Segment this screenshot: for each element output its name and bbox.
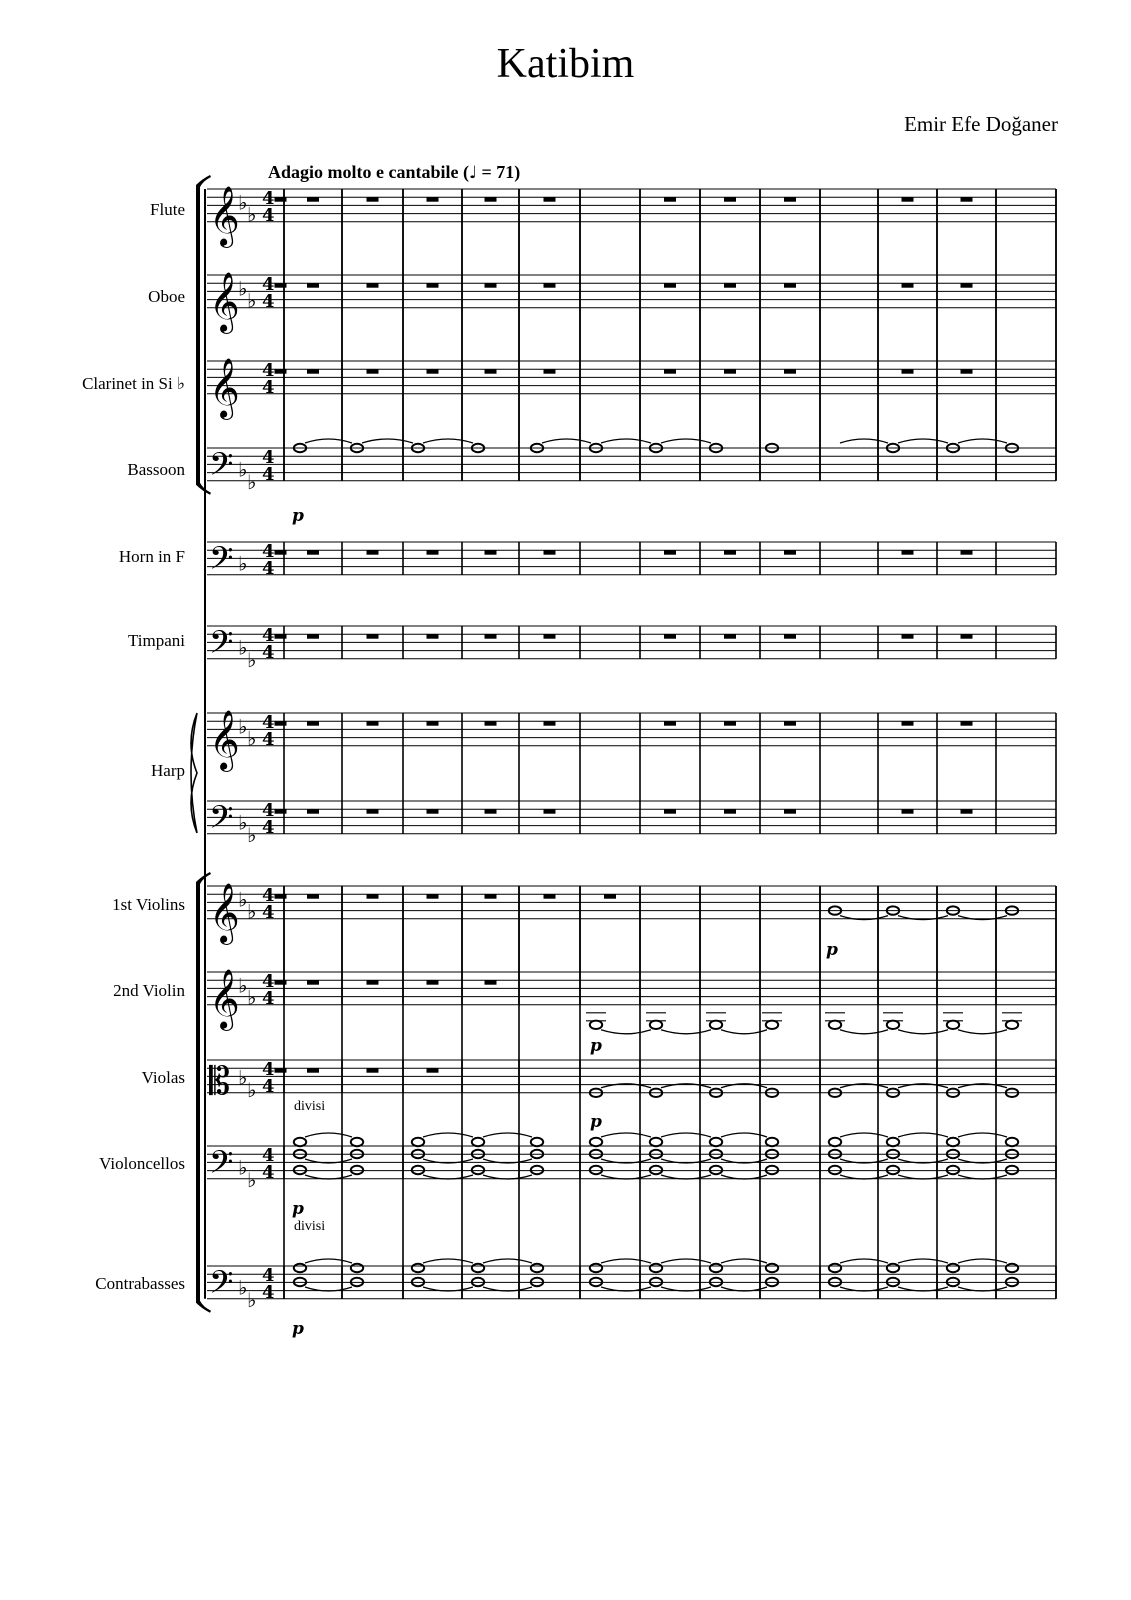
chord-note bbox=[472, 1264, 484, 1272]
whole-note bbox=[829, 1021, 841, 1029]
whole-rest bbox=[367, 809, 379, 814]
time-signature-numerator: 4 bbox=[262, 625, 275, 646]
chord-note bbox=[710, 1264, 722, 1272]
instrument-label-flute: Flute bbox=[150, 200, 185, 219]
whole-rest bbox=[275, 894, 287, 899]
tie bbox=[840, 439, 888, 443]
treble-clef-icon: 𝄞 bbox=[209, 186, 240, 246]
dynamic-bassoon: p bbox=[292, 506, 304, 526]
bass-clef-icon: 𝄢 bbox=[209, 446, 234, 490]
flat-icon: ♭ bbox=[238, 1275, 248, 1300]
dynamic-violins2: p bbox=[590, 1036, 602, 1056]
chord-note bbox=[294, 1138, 306, 1146]
flat-icon: ♭ bbox=[247, 288, 257, 313]
whole-rest bbox=[485, 809, 497, 814]
tie bbox=[958, 1030, 1007, 1034]
time-signature-numerator: 4 bbox=[262, 885, 275, 906]
whole-rest bbox=[367, 1068, 379, 1073]
whole-rest bbox=[544, 369, 556, 374]
time-signature-denominator: 4 bbox=[262, 902, 275, 923]
whole-rest bbox=[427, 1068, 439, 1073]
flat-icon: ♭ bbox=[247, 1287, 257, 1312]
whole-rest bbox=[367, 634, 379, 639]
dynamic-violins1: p bbox=[826, 940, 838, 960]
whole-rest bbox=[664, 721, 676, 726]
chord-note bbox=[351, 1264, 363, 1272]
bracket-strings bbox=[196, 882, 200, 1303]
whole-rest bbox=[427, 283, 439, 288]
flat-icon: ♭ bbox=[238, 1065, 248, 1090]
chord-note bbox=[1006, 1166, 1018, 1174]
whole-rest bbox=[367, 369, 379, 374]
flat-icon: ♭ bbox=[238, 276, 248, 301]
tie bbox=[958, 1133, 1007, 1137]
whole-rest bbox=[961, 369, 973, 374]
whole-rest bbox=[784, 721, 796, 726]
treble-clef-icon: 𝄞 bbox=[209, 883, 240, 943]
flat-icon: ♭ bbox=[247, 985, 257, 1010]
chord-note bbox=[294, 1264, 306, 1272]
whole-rest bbox=[724, 550, 736, 555]
chord-note bbox=[947, 1138, 959, 1146]
whole-rest bbox=[664, 809, 676, 814]
whole-note bbox=[887, 1021, 899, 1029]
flat-icon: ♭ bbox=[238, 457, 248, 482]
whole-rest bbox=[427, 894, 439, 899]
chord-note bbox=[766, 1166, 778, 1174]
whole-rest bbox=[275, 809, 287, 814]
chord-note bbox=[829, 1138, 841, 1146]
chord-note bbox=[650, 1138, 662, 1146]
instrument-label-cellos: Violoncellos bbox=[99, 1154, 185, 1173]
chord-note bbox=[1006, 1264, 1018, 1272]
whole-rest bbox=[784, 283, 796, 288]
composer-name: Emir Efe Doğaner bbox=[904, 112, 1058, 136]
whole-rest bbox=[427, 721, 439, 726]
whole-rest bbox=[902, 550, 914, 555]
bass-clef-icon: 𝄢 bbox=[209, 799, 234, 843]
chord-note bbox=[829, 1264, 841, 1272]
chord-note bbox=[887, 1264, 899, 1272]
instrument-label-violins2: 2nd Violin bbox=[113, 981, 185, 1000]
whole-rest bbox=[961, 809, 973, 814]
whole-rest bbox=[367, 283, 379, 288]
dynamic-basses: p bbox=[292, 1319, 304, 1339]
chord-note bbox=[947, 1264, 959, 1272]
tie bbox=[423, 1133, 473, 1137]
time-signature-numerator: 4 bbox=[262, 800, 275, 821]
chord-note bbox=[590, 1166, 602, 1174]
whole-rest bbox=[544, 283, 556, 288]
whole-rest bbox=[485, 283, 497, 288]
chord-note bbox=[351, 1138, 363, 1146]
whole-rest bbox=[784, 369, 796, 374]
chord-note bbox=[947, 1166, 959, 1174]
whole-note bbox=[590, 1021, 602, 1029]
time-signature-denominator: 4 bbox=[262, 464, 275, 485]
whole-rest bbox=[307, 809, 319, 814]
whole-rest bbox=[961, 197, 973, 202]
whole-rest bbox=[307, 634, 319, 639]
time-signature-numerator: 4 bbox=[262, 712, 275, 733]
tie bbox=[305, 1133, 352, 1137]
whole-rest bbox=[902, 634, 914, 639]
whole-rest bbox=[724, 721, 736, 726]
chord-note bbox=[531, 1264, 543, 1272]
whole-rest bbox=[427, 634, 439, 639]
bass-clef-icon: 𝄢 bbox=[209, 1264, 234, 1308]
whole-rest bbox=[275, 634, 287, 639]
whole-rest bbox=[275, 721, 287, 726]
whole-rest bbox=[784, 197, 796, 202]
time-signature-numerator: 4 bbox=[262, 188, 275, 209]
tie bbox=[898, 1259, 948, 1263]
whole-rest bbox=[784, 809, 796, 814]
chord-note bbox=[590, 1264, 602, 1272]
tie bbox=[661, 1259, 711, 1263]
tie bbox=[840, 1133, 888, 1137]
chord-note bbox=[1006, 1138, 1018, 1146]
flat-icon: ♭ bbox=[238, 190, 248, 215]
time-signature-denominator: 4 bbox=[262, 817, 275, 838]
time-signature-denominator: 4 bbox=[262, 1282, 275, 1303]
whole-note bbox=[710, 1021, 722, 1029]
whole-rest bbox=[961, 283, 973, 288]
instrument-label-horn: Horn in F bbox=[118, 547, 185, 566]
whole-rest bbox=[664, 634, 676, 639]
chord-note bbox=[412, 1138, 424, 1146]
whole-rest bbox=[724, 809, 736, 814]
whole-rest bbox=[485, 894, 497, 899]
whole-rest bbox=[664, 369, 676, 374]
page-title: Katibim bbox=[496, 41, 635, 87]
chord-note bbox=[590, 1138, 602, 1146]
time-signature-denominator: 4 bbox=[262, 291, 275, 312]
whole-rest bbox=[485, 369, 497, 374]
treble-clef-icon: 𝄞 bbox=[209, 358, 240, 418]
chord-note bbox=[710, 1138, 722, 1146]
chord-note bbox=[294, 1166, 306, 1174]
whole-rest bbox=[485, 980, 497, 985]
tie bbox=[423, 439, 473, 443]
whole-rest bbox=[664, 197, 676, 202]
dynamic-violas: p bbox=[590, 1112, 602, 1132]
tie bbox=[958, 1259, 1007, 1263]
tempo-text: Adagio molto e cantabile ( bbox=[268, 162, 469, 182]
whole-rest bbox=[427, 550, 439, 555]
instrument-label-violas: Violas bbox=[141, 1068, 185, 1087]
whole-rest bbox=[427, 809, 439, 814]
tie bbox=[661, 1133, 711, 1137]
tie bbox=[898, 439, 948, 443]
time-signature-denominator: 4 bbox=[262, 558, 275, 579]
whole-rest bbox=[367, 721, 379, 726]
time-signature-numerator: 4 bbox=[262, 447, 275, 468]
tie bbox=[601, 439, 651, 443]
flat-icon: ♭ bbox=[238, 810, 248, 835]
whole-rest bbox=[485, 197, 497, 202]
whole-rest bbox=[724, 634, 736, 639]
instrument-label-bassoon: Bassoon bbox=[127, 460, 185, 479]
flat-icon: ♭ bbox=[238, 973, 248, 998]
chord-note bbox=[650, 1264, 662, 1272]
divisi-basses: divisi bbox=[294, 1219, 326, 1234]
time-signature-denominator: 4 bbox=[262, 729, 275, 750]
flat-icon: ♭ bbox=[247, 647, 257, 672]
whole-rest bbox=[307, 283, 319, 288]
whole-rest bbox=[724, 283, 736, 288]
whole-rest bbox=[961, 550, 973, 555]
brace-harp bbox=[191, 713, 197, 833]
whole-rest bbox=[724, 197, 736, 202]
time-signature-numerator: 4 bbox=[262, 1059, 275, 1080]
whole-rest bbox=[784, 634, 796, 639]
bass-clef-icon: 𝄢 bbox=[209, 540, 234, 584]
whole-rest bbox=[902, 809, 914, 814]
whole-rest bbox=[367, 197, 379, 202]
whole-rest bbox=[902, 197, 914, 202]
whole-note bbox=[766, 1021, 778, 1029]
chord-note bbox=[766, 1138, 778, 1146]
divisi-cellos: divisi bbox=[294, 1099, 326, 1114]
chord-note bbox=[766, 1264, 778, 1272]
dynamic-cellos: p bbox=[292, 1199, 304, 1219]
whole-rest bbox=[544, 809, 556, 814]
instrument-label-oboe: Oboe bbox=[148, 287, 185, 306]
time-signature-numerator: 4 bbox=[262, 274, 275, 295]
tie bbox=[840, 1259, 888, 1263]
whole-rest bbox=[902, 369, 914, 374]
time-signature-numerator: 4 bbox=[262, 971, 275, 992]
whole-rest bbox=[367, 894, 379, 899]
whole-rest bbox=[485, 721, 497, 726]
chord-note bbox=[472, 1166, 484, 1174]
whole-rest bbox=[367, 980, 379, 985]
chord-note bbox=[412, 1166, 424, 1174]
chord-note bbox=[351, 1166, 363, 1174]
chord-note bbox=[710, 1166, 722, 1174]
tie bbox=[305, 439, 352, 443]
instrument-label-timpani: Timpani bbox=[127, 631, 185, 650]
tempo-value: = 71) bbox=[477, 162, 521, 182]
whole-rest bbox=[902, 721, 914, 726]
time-signature-denominator: 4 bbox=[262, 1076, 275, 1097]
whole-rest bbox=[485, 634, 497, 639]
whole-rest bbox=[275, 369, 287, 374]
time-signature-denominator: 4 bbox=[262, 377, 275, 398]
whole-rest bbox=[544, 721, 556, 726]
time-signature-numerator: 4 bbox=[262, 541, 275, 562]
whole-rest bbox=[307, 1068, 319, 1073]
flat-icon: ♭ bbox=[238, 551, 248, 576]
whole-rest bbox=[961, 721, 973, 726]
tie bbox=[362, 439, 413, 443]
whole-rest bbox=[275, 197, 287, 202]
bracket-woodwinds bbox=[196, 185, 200, 485]
tie bbox=[898, 1133, 948, 1137]
whole-rest bbox=[664, 550, 676, 555]
tie bbox=[483, 1133, 532, 1137]
whole-rest bbox=[784, 550, 796, 555]
tie bbox=[601, 1133, 651, 1137]
whole-rest bbox=[604, 894, 616, 899]
whole-rest bbox=[902, 283, 914, 288]
flat-icon: ♭ bbox=[247, 899, 257, 924]
time-signature-denominator: 4 bbox=[262, 1162, 275, 1183]
tie bbox=[601, 1030, 651, 1034]
tie bbox=[483, 1259, 532, 1263]
chord-note bbox=[829, 1166, 841, 1174]
flat-icon: ♭ bbox=[247, 822, 257, 847]
bass-clef-icon: 𝄢 bbox=[209, 624, 234, 668]
whole-rest bbox=[275, 550, 287, 555]
tie bbox=[661, 439, 711, 443]
flat-icon: ♭ bbox=[238, 635, 248, 660]
flat-icon: ♭ bbox=[238, 714, 248, 739]
whole-rest bbox=[961, 634, 973, 639]
instrument-label-clarinet: Clarinet in Si ♭ bbox=[82, 374, 185, 393]
treble-clef-icon: 𝄞 bbox=[209, 969, 240, 1029]
whole-rest bbox=[664, 283, 676, 288]
whole-rest bbox=[427, 197, 439, 202]
chord-note bbox=[887, 1138, 899, 1146]
whole-rest bbox=[307, 550, 319, 555]
chord-note bbox=[650, 1166, 662, 1174]
chord-note bbox=[887, 1166, 899, 1174]
alto-clef-icon: 𝄡 bbox=[209, 1059, 231, 1103]
instrument-label-basses: Contrabasses bbox=[95, 1274, 185, 1293]
time-signature-numerator: 4 bbox=[262, 1145, 275, 1166]
whole-rest bbox=[427, 369, 439, 374]
whole-rest bbox=[427, 980, 439, 985]
whole-rest bbox=[724, 369, 736, 374]
whole-rest bbox=[544, 634, 556, 639]
whole-note bbox=[947, 1021, 959, 1029]
chord-note bbox=[531, 1138, 543, 1146]
tie bbox=[601, 1259, 651, 1263]
tie bbox=[305, 1259, 352, 1263]
flat-icon: ♭ bbox=[247, 1167, 257, 1192]
treble-clef-icon: 𝄞 bbox=[209, 710, 240, 770]
whole-rest bbox=[275, 283, 287, 288]
flat-icon: ♭ bbox=[247, 1077, 257, 1102]
whole-rest bbox=[307, 197, 319, 202]
tie bbox=[423, 1259, 473, 1263]
chord-note bbox=[472, 1138, 484, 1146]
tie bbox=[661, 1030, 711, 1034]
treble-clef-icon: 𝄞 bbox=[209, 272, 240, 332]
whole-rest bbox=[307, 894, 319, 899]
bass-clef-icon: 𝄢 bbox=[209, 1144, 234, 1188]
whole-rest bbox=[367, 550, 379, 555]
flat-icon: ♭ bbox=[247, 469, 257, 494]
instrument-label-harp: Harp bbox=[151, 761, 185, 780]
whole-note bbox=[1006, 1021, 1018, 1029]
quarter-note-icon: ♩ bbox=[468, 163, 478, 183]
flat-icon: ♭ bbox=[247, 202, 257, 227]
whole-rest bbox=[544, 197, 556, 202]
whole-rest bbox=[544, 550, 556, 555]
time-signature-numerator: 4 bbox=[262, 1265, 275, 1286]
whole-rest bbox=[275, 1068, 287, 1073]
tie bbox=[898, 1030, 948, 1034]
whole-rest bbox=[544, 894, 556, 899]
time-signature-numerator: 4 bbox=[262, 360, 275, 381]
flat-icon: ♭ bbox=[238, 1155, 248, 1180]
chord-note bbox=[412, 1264, 424, 1272]
tie bbox=[958, 439, 1007, 443]
time-signature-denominator: 4 bbox=[262, 988, 275, 1009]
instrument-label-violins1: 1st Violins bbox=[112, 895, 185, 914]
time-signature-denominator: 4 bbox=[262, 642, 275, 663]
whole-rest bbox=[307, 980, 319, 985]
whole-rest bbox=[307, 721, 319, 726]
whole-rest bbox=[307, 369, 319, 374]
time-signature-denominator: 4 bbox=[262, 205, 275, 226]
tie bbox=[542, 439, 591, 443]
flat-icon: ♭ bbox=[238, 887, 248, 912]
chord-note bbox=[531, 1166, 543, 1174]
whole-note bbox=[650, 1021, 662, 1029]
tie bbox=[840, 1030, 888, 1034]
whole-rest bbox=[485, 550, 497, 555]
flat-icon: ♭ bbox=[247, 726, 257, 751]
whole-rest bbox=[275, 980, 287, 985]
